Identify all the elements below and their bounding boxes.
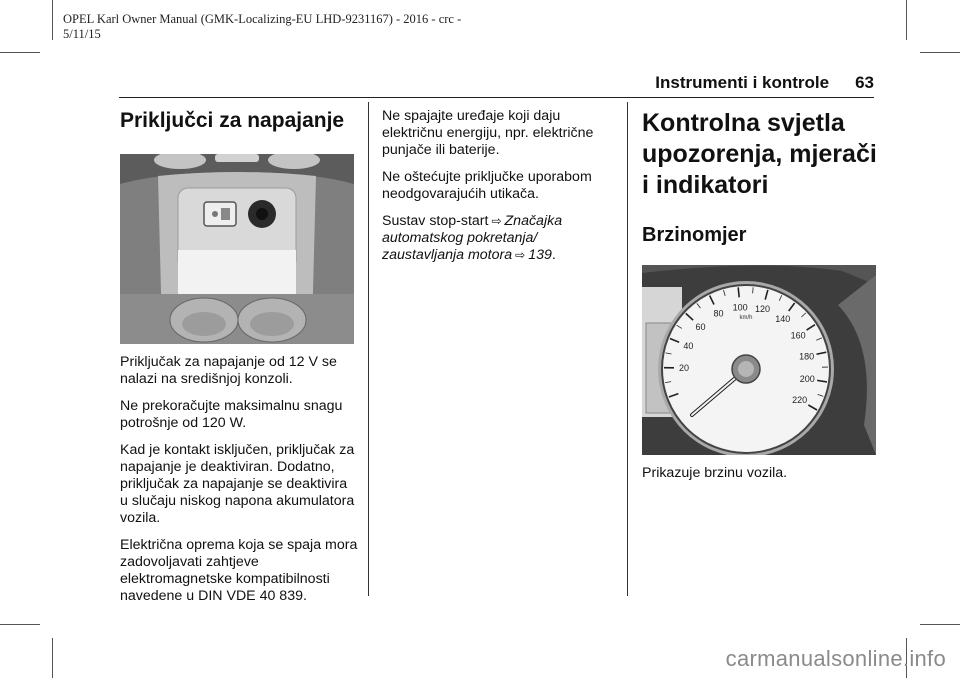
paragraph: Ne oštećujte priključke uporabom neodgovarajućih utikača. [382,169,592,202]
xref-suffix: . [551,247,556,263]
chapter-heading: Kontrolna svjetla upozorenja, mjerači i indikatori [642,109,877,199]
crop-mark [920,52,960,53]
paragraph: Ne spajajte uređaje koji daju električnu energiju, npr. električne punjače ili baterije. [382,108,594,158]
gauge-label: 60 [695,321,706,332]
gauge-tick [738,287,739,297]
subsection-heading: Brzinomjer [642,224,747,246]
gauge-label: 20 [679,363,690,374]
gauge-label: 120 [755,304,771,315]
xref-page-link[interactable]: 139 [528,247,552,263]
column-divider [627,102,628,596]
section-heading: Priključci za napajanje [120,109,345,132]
gauge-label: 140 [775,314,791,325]
gauge-label: 100 [732,302,748,313]
paragraph: Priključak za napajanje od 12 V se nalazi na središnjoj konzoli. [120,354,337,387]
document-header-line1: OPEL Karl Owner Manual (GMK-Localizing-EU LHD-9231167) - 2016 - crc - [63,12,462,26]
crop-mark [52,638,53,678]
gauge-label: 80 [713,308,724,319]
xref-arrow-icon: ⇨ [515,248,526,262]
watermark: carmanualsonline.info [725,646,946,671]
paragraph: Električna oprema koja se spaja mora zadovoljavati zahtjeve elektromagnetske kompatibilnosti navedene u DIN VDE 40 839. [120,537,358,604]
gauge-tick [753,287,754,293]
xref-arrow-icon: ⇨ [491,214,502,228]
gauge-label: 220 [792,395,808,405]
column-warning-lights [642,108,882,492]
column-divider [368,102,369,596]
gauge-label: 40 [683,340,694,351]
power-outlet-figure [120,154,354,344]
cross-reference-paragraph [382,213,614,264]
column-power-outlets-cont [382,108,614,274]
speedometer-figure [642,265,876,455]
gauge-unit: km/h [739,315,753,321]
crop-mark [0,624,40,625]
column-power-outlets [120,108,358,615]
document-header-line2: 5/11/15 [63,27,101,41]
gauge-label: 200 [799,373,815,384]
xref-prefix: Sustav stop-start [382,213,489,229]
running-head [655,73,874,93]
crop-mark [906,0,907,40]
header-rule [119,97,874,98]
crop-mark [52,0,53,40]
paragraph: Kad je kontakt isključen, priključak za napajanje je deaktiviran. Dodatno, priključak za napajanje se deaktivira u slučaju niskog napona akumulatora vozila. [120,442,355,526]
document-header [63,12,543,42]
gauge-label: 160 [790,330,806,341]
paragraph: Ne prekoračujte maksimalnu snagu potrošnje od 120 W. [120,398,343,431]
page-number: 63 [855,73,874,92]
figure-caption: Prikazuje brzinu vozila. [642,465,788,481]
crop-mark [0,52,40,53]
gauge-label: 180 [799,351,815,362]
section-title: Instrumenti i kontrole [655,73,830,92]
xref-link[interactable]: Značajka automatskog pokretanja/ zaustavljanja motora [382,213,563,263]
crop-mark [920,624,960,625]
